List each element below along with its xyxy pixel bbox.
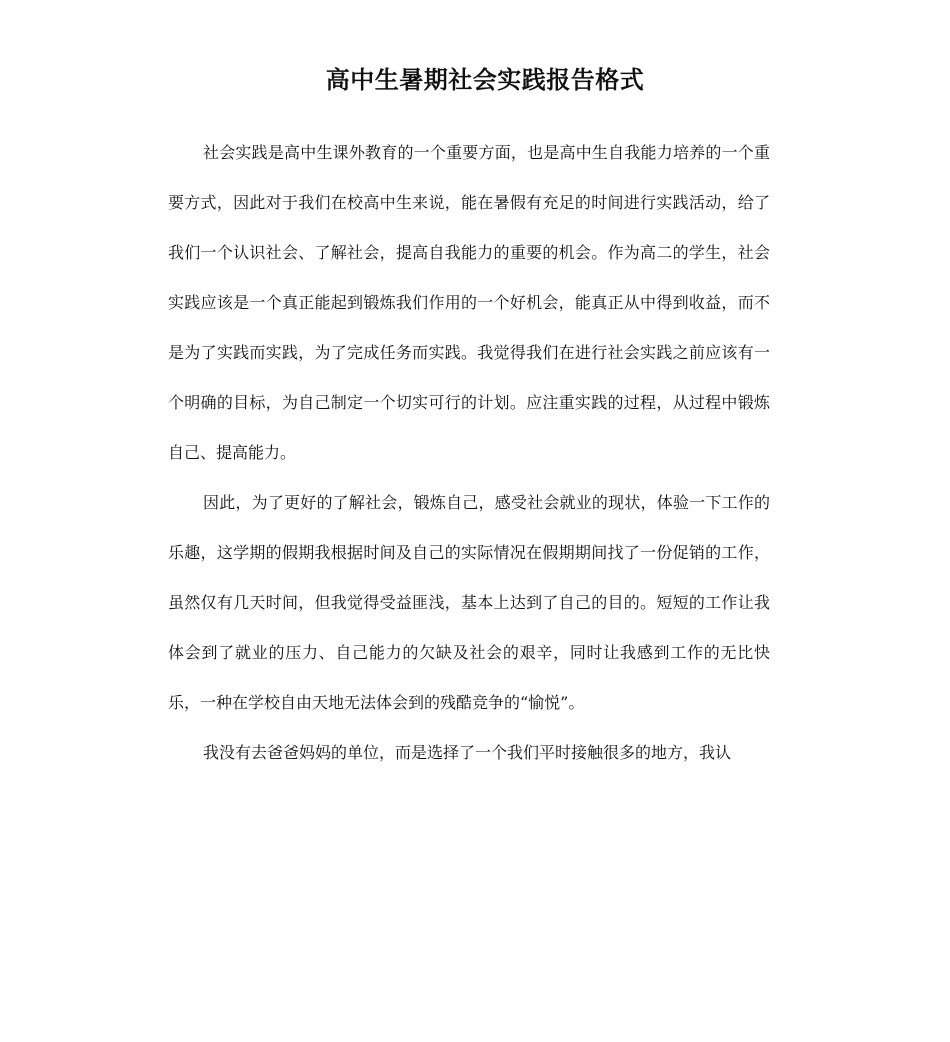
paragraph-2: 因此，为了更好的了解社会，锻炼自己，感受社会就业的现状，体验一下工作的乐趣，这学期的假期我根据时间及自己的实际情况在假期期间找了一份促销的工作，虽然仅有几天时间，但我觉得受益匪浅，基本上达到了自己的目的。短短的工作让我体会到了就业的压力、自己能力的欠缺及社会的艰辛，同时让我感到工作的无比快乐，一种在学校自由天地无法体会到的残酷竞争的“愉悦”。 [168, 493, 770, 712]
paragraph-3: 我没有去爸爸妈妈的单位，而是选择了一个我们平时接触很多的地方，我认 [203, 743, 732, 762]
paragraph-1: 社会实践是高中生课外教育的一个重要方面，也是高中生自我能力培养的一个重要方式，因此对于我们在校高中生来说，能在暑假有充足的时间进行实践活动，给了我们一个认识社会、了解社会，提高自我能力的重要的机会。作为高二的学生，社会实践应该是一个真正能起到锻炼我们作用的一个好机会，能真正从中得到收益，而不是为了实践而实践，为了完成任务而实践。我觉得我们在进行社会实践之前应该有一个明确的目标，为自己制定一个切实可行的计划。应注重实践的过程，从过程中锻炼自己、提高能力。 [168, 143, 770, 462]
document-body [168, 128, 770, 778]
document-title: 高中生暑期社会实践报告格式 [325, 66, 645, 94]
